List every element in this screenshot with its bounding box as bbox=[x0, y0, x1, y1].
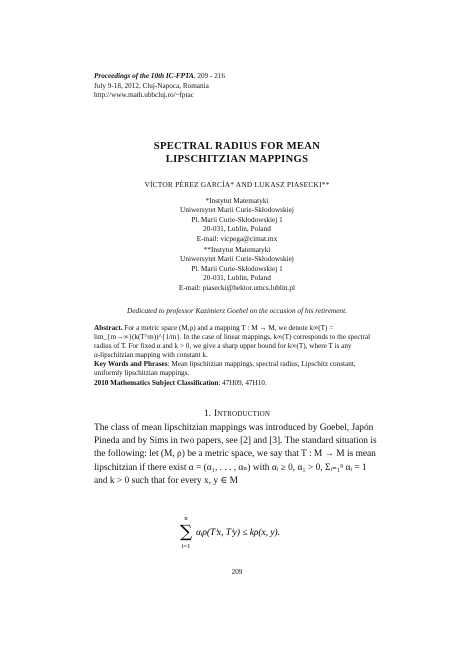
affiliation-city: 20-031, Lublin, Poland bbox=[203, 273, 271, 283]
affiliation-1 bbox=[0, 196, 474, 243]
section-heading bbox=[0, 408, 474, 419]
authors: VÍCTOR PÉREZ GARCÍA* AND LUKASZ PIASECKI** bbox=[144, 180, 330, 189]
journal-url: http://www.math.ubbcluj.ro/~fptac bbox=[94, 91, 194, 100]
affiliation-university: Uniwersytet Marii Curie-Skłodowskiej bbox=[180, 254, 294, 264]
msc-text: : 47H09, 47H10. bbox=[218, 378, 267, 387]
body-text bbox=[94, 422, 388, 488]
abstract-line: lim_{m→∞}(k(T^m))^{1/m}. In the case of linear mappings, k∞(T) corresponds to the spectral bbox=[94, 333, 371, 342]
equation-svg bbox=[180, 512, 340, 552]
abstract-text: For a metric space (M,ρ) and a mapping T : M → M, we denote k∞(T) = bbox=[124, 324, 334, 332]
keywords-line: uniformly lipschitzian mappings. bbox=[94, 369, 190, 378]
title-line-2: LIPSCHITZIAN MAPPINGS bbox=[165, 154, 309, 165]
section-number: 1. bbox=[203, 408, 212, 419]
body-line: the following: let (M, ρ) be a metric space, we say that T : M → M is mean bbox=[94, 449, 376, 460]
msc-line bbox=[94, 379, 386, 388]
keywords-label: Key Words and Phrases bbox=[94, 360, 168, 369]
affiliation-address: Pl. Marii Curie-Skłodowskiej 1 bbox=[191, 214, 283, 224]
conference-dates: July 9-18, 2012, Cluj-Napoca, Romania bbox=[94, 81, 209, 90]
body-line: Pineda and by Sims in two papers, see [2] and [3]. The standard situation is bbox=[94, 436, 377, 447]
affiliation-email: E-mail: piasecki@hektor.umcs.lublin.pl bbox=[178, 282, 296, 292]
title-line-1: SPECTRAL RADIUS FOR MEAN bbox=[153, 141, 321, 152]
proceedings-pages: , 209 - 216 bbox=[193, 72, 225, 80]
sum-lower-limit: i=1 bbox=[181, 543, 191, 550]
affiliation-university: Uniwersytet Marii Curie-Skłodowskiej bbox=[180, 205, 294, 215]
abstract-line: α-lipschitzian mapping with constant k. bbox=[94, 351, 208, 360]
dedication: Dedicated to professor Kazimierz Goebel on the occasion of his retirement. bbox=[127, 306, 347, 315]
affiliation-institute: *Instytut Matematyki bbox=[205, 196, 269, 205]
display-equation bbox=[0, 512, 474, 552]
section-title: Introduction bbox=[214, 408, 271, 419]
affiliation-institute: **Instytut Matematyki bbox=[203, 245, 271, 254]
sum-sign-icon: ∑ bbox=[180, 522, 193, 542]
affiliation-2 bbox=[0, 245, 474, 292]
msc-label: 2010 Mathematics Subject Classification bbox=[94, 378, 219, 387]
affiliation-city: 20-031, Lublin, Poland bbox=[203, 224, 271, 234]
equation-expression: αᵢρ(Tⁱx, Tⁱy) ≤ kρ(x, y). bbox=[196, 528, 281, 538]
keywords-line bbox=[94, 360, 386, 369]
paper-title bbox=[0, 140, 474, 166]
page-number: 209 bbox=[231, 568, 243, 576]
body-line: and k > 0 such that for every x, y ∈ M bbox=[94, 475, 238, 486]
keywords-text: : Mean lipschitzian mappings, spectral radius, Lipschitz constant, bbox=[167, 360, 356, 369]
proceedings-header bbox=[94, 72, 225, 101]
proceedings-journal: Proceedings of the 10th IC-FPTA bbox=[94, 72, 194, 80]
affiliation-email: E-mail: vicpega@cimat.mx bbox=[196, 233, 278, 243]
abstract-line bbox=[94, 324, 386, 333]
body-line: lipschitzian if there exist α = (α₁, . . . , αₙ) with αᵢ ≥ 0, α₁ > 0, Σᵢ₌₁ⁿ αᵢ = 1 bbox=[94, 462, 367, 473]
abstract-block bbox=[94, 324, 386, 388]
body-line: The class of mean lipschitzian mappings was introduced by Goebel, Japón bbox=[94, 423, 374, 433]
proceedings-citation bbox=[94, 72, 225, 82]
affiliation-address: Pl. Marii Curie-Skłodowskiej 1 bbox=[191, 263, 283, 273]
abstract-label: Abstract. bbox=[94, 324, 123, 332]
abstract-line: radius of T. For fixed α and k > 0, we give a sharp upper bound for k∞(T), where T is any bbox=[94, 342, 352, 351]
sum-upper-limit: n bbox=[184, 515, 188, 522]
